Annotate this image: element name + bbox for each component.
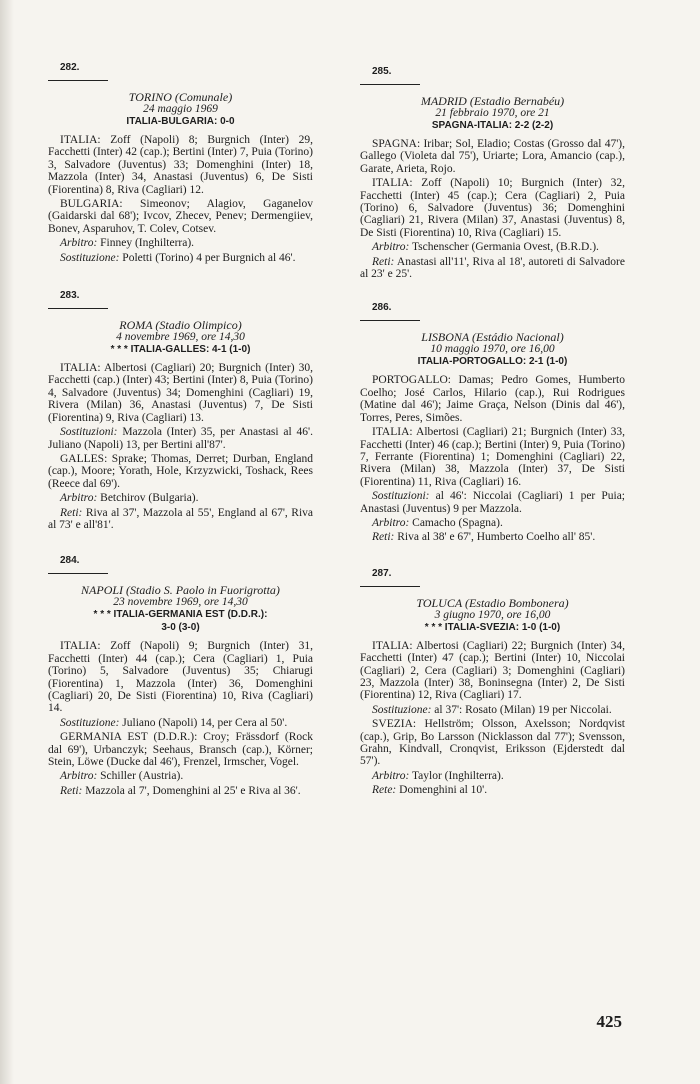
goals-line [48, 507, 313, 532]
separator-rule [360, 586, 420, 587]
referee-line [48, 770, 313, 782]
referee-label: Arbitro: [60, 237, 98, 250]
substitution-text: Juliano (Napoli) 14, per Cera al 50'. [119, 716, 288, 729]
match-venue: LISBONA (Estádio Nacional) [421, 330, 564, 345]
goals-label: Reti: [60, 784, 83, 797]
match-venue: ROMA (Stadio Olimpico) [119, 318, 242, 333]
match-284 [48, 555, 313, 797]
referee-line [48, 492, 313, 504]
match-result: ITALIA-PORTOGALLO: 2-1 (1-0) [417, 356, 568, 368]
lineup-paragraph: ITALIA: Albertosi (Cagliari) 22; Burgnich (Inter) 34, Facchetti (Inter) 47 (cap.); Bertini (Inter) 10, Niccolai (Cagliari) 2, Cera (Cagliari) 3; Domenghini (Cagliari) 23, Mazzola (Inter) 38, Boninsegna (Inter) 2, De Sisti (Fiorentina) 12, Riva (Cagliari) 17. [360, 639, 625, 702]
match-venue: MADRID (Estadio Bernabéu) [420, 94, 565, 108]
substitution-text: al 46': Niccolai (Cagliari) 1 per Puia; Anastasi (Juventus) 9 per Mazzola. [360, 490, 625, 515]
lineup-paragraph: ITALIA: Albertosi (Cagliari) 20; Burgnich (Inter) 30, Facchetti (cap.) (Inter) 43; Bertini (Inter) 8, Puia (Torino) 4, Salvadore (Juventus) 34; Domenghini (Cagliari) 19, Rivera (Milan) 36, Anastasi (Juventus) 7, De Sisti (Fiorentina) 9, Riva (Cagliari) 13. [48, 362, 313, 424]
match-number: 284. [60, 555, 80, 567]
lineup-paragraph: ITALIA: Zoff (Napoli) 8; Burgnich (Inter) 29, Facchetti (Inter) 42 (cap.); Bertini (Inter) 7, Puia (Torino) 3, Salvadore (Juventus) 33; Domenghini (Inter) 18, Mazzola (Inter) 34, Anastasi (Juventus) 6, De Sisti (Fiorentina) 8, Riva (Cagliari) 12. [48, 134, 313, 196]
goals-line [360, 531, 625, 543]
left-column [48, 62, 313, 817]
match-date: 10 maggio 1970, ore 16,00 [430, 343, 555, 356]
lineup-paragraph: SPAGNA: Iribar; Sol, Eladio; Costas (Grosso dal 47'), Gallego (Violeta dal 75'), Uriarte; Lora, Amancio (cap.), Garate, Arieta, Rojo. [360, 138, 625, 175]
match-result: ITALIA-BULGARIA: 0-0 [126, 116, 235, 127]
referee-label: Arbitro: [60, 770, 98, 783]
page-spine-shadow [0, 0, 14, 1084]
lineup-paragraph: ITALIA: Albertosi (Cagliari) 21; Burgnich (Inter) 33, Facchetti (Inter) 46 (cap.); Bertini (Inter) 9, Puia (Torino) 7, Ferrante (Fiorentina) 1; Domenghini (Cagliari) 22, Rivera (Milan) 38, Mazzola (Inter) 37, De Sisti (Fiorentina) 11, Riva (Cagliari) 16. [360, 426, 625, 488]
match-number: 283. [60, 290, 80, 302]
match-282 [48, 62, 313, 264]
lineup-paragraph: PORTOGALLO: Damas; Pedro Gomes, Humberto Coelho; José Carlos, Hilario (cap.), Rui Rodrigues (Matine dal 46'); Jaime Graça, Nelson (Dinis dal 46'), Torres, Peres, Simões. [360, 374, 625, 424]
match-date: 4 novembre 1969, ore 14,30 [116, 331, 245, 344]
referee-text: Finney (Inghilterra). [97, 237, 195, 250]
substitution-text: al 37': Rosato (Milan) 19 per Niccolai. [431, 703, 612, 716]
match-date: 3 giugno 1970, ore 16,00 [434, 608, 551, 621]
match-result: * * * ITALIA-GERMANIA EST (D.D.R.): [93, 609, 268, 621]
match-date: 24 maggio 1969 [143, 103, 218, 115]
substitution-line [48, 252, 313, 264]
substitution-text: Mazzola (Inter) 35, per Anastasi al 46'. Juliano (Napoli) 13, per Bertini all'87'. [48, 426, 313, 451]
match-285 [360, 66, 625, 280]
separator-rule [360, 84, 420, 85]
referee-line [360, 241, 625, 253]
referee-text: Taylor (Inghilterra). [409, 769, 504, 782]
goals-label: Reti: [60, 506, 83, 519]
match-number: 285. [372, 66, 392, 77]
match-286 [360, 302, 625, 543]
match-number: 287. [372, 567, 392, 579]
goals-text: Riva al 38' e 67', Humberto Coelho all' 85'. [394, 531, 596, 544]
match-result: * * * ITALIA-GALLES: 4-1 (1-0) [110, 344, 251, 356]
match-result: SPAGNA-ITALIA: 2-2 (2-2) [431, 120, 554, 131]
lineup-paragraph: ITALIA: Zoff (Napoli) 9; Burgnich (Inter) 31, Facchetti (Inter) 44 (cap.); Cera (Cagliari) 1, Puia (Torino) 5, Salvadore (Juventus) 35; Chiarugi (Fiorentina) 1, Mazzola (Inter) 36, Domenghini (Cagliari) 20, De Sisti (Fiorentina) 10, Riva (Cagliari) 14. [48, 640, 313, 715]
referee-line [48, 237, 313, 249]
match-venue: NAPOLI (Stadio S. Paolo in Fuorigrotta) [81, 583, 280, 598]
separator-rule [48, 308, 108, 309]
goals-text: Mazzola al 7', Domenghini al 25' e Riva al 36'. [82, 784, 301, 797]
substitution-line [48, 717, 313, 729]
referee-label: Arbitro: [372, 769, 410, 782]
match-date: 23 novembre 1969, ore 14,30 [113, 596, 248, 609]
lineup-paragraph: SVEZIA: Hellström; Olsson, Axelsson; Nordqvist (cap.), Grip, Bo Larsson (Nicklasson dal 77'); Svensson, Grahn, Kindvall, Cronqvist, Eriksson (Ejderstedt dal 57'). [360, 718, 625, 768]
match-score: 3-0 (3-0) [161, 622, 200, 634]
referee-line [360, 770, 625, 782]
separator-rule [360, 320, 420, 321]
page-number: 425 [596, 1012, 622, 1031]
referee-text: Camacho (Spagna). [409, 516, 503, 529]
match-number: 282. [60, 62, 80, 73]
goals-label: Rete: [372, 784, 397, 797]
substitution-text: Poletti (Torino) 4 per Burgnich al 46'. [119, 251, 296, 264]
match-287 [360, 568, 625, 797]
goals-label: Reti: [372, 255, 395, 268]
referee-text: Tschenscher (Germania Ovest, (B.R.D.). [409, 241, 599, 254]
goals-text: Domenghini al 10'. [396, 784, 488, 797]
lineup-paragraph: BULGARIA: Simeonov; Alagiov, Gaganelov (Gaidarski dal 68'); Ivcov, Zhecev, Penev; Dermengiiev, Bonev, Asparuhov, T. Colev, Cotsev. [48, 198, 313, 235]
match-venue: TORINO (Comunale) [128, 90, 233, 104]
goals-label: Reti: [372, 531, 395, 544]
substitution-line [48, 426, 313, 451]
substitution-line [360, 490, 625, 515]
goals-text: Anastasi all'11', Riva al 18', autoreti di Salvadore al 23' e 25'. [360, 255, 625, 281]
substitution-label: Sostituzioni: [372, 490, 430, 503]
referee-text: Betchirov (Bulgaria). [97, 492, 199, 505]
goals-line [360, 784, 625, 796]
separator-rule [48, 573, 108, 574]
match-result: * * * ITALIA-SVEZIA: 1-0 (1-0) [424, 621, 561, 633]
referee-label: Arbitro: [372, 516, 410, 529]
match-number: 286. [372, 302, 392, 314]
goals-text: Riva al 37', Mazzola al 55', England al 67', Riva al 73' e all'81'. [48, 506, 313, 531]
match-date: 21 febbraio 1970, ore 21 [435, 107, 550, 119]
referee-label: Arbitro: [372, 241, 410, 254]
lineup-paragraph: GERMANIA EST (D.D.R.): Croy; Frässdorf (Rock dal 69'), Urbanczyk; Seehaus, Bransch (cap.), Körner; Stein, Löwe (Ducke dal 46'), Frenzel, Irmscher, Vogel. [48, 731, 313, 768]
substitution-line [360, 704, 625, 716]
substitution-label: Sostituzione: [60, 716, 120, 729]
separator-rule [48, 80, 108, 81]
lineup-paragraph: GALLES: Sprake; Thomas, Derret; Durban, England (cap.), Moore; Yorath, Hole, Krzyzwicki, Toshack, Rees (Reece dal 69'). [48, 452, 313, 490]
referee-label: Arbitro: [60, 492, 98, 505]
substitution-label: Sostituzione: [60, 251, 120, 264]
substitution-label: Sostituzione: [372, 703, 432, 716]
referee-line [360, 517, 625, 529]
match-venue: TOLUCA (Estadio Bombonera) [416, 595, 569, 610]
referee-text: Schiller (Austria). [97, 770, 184, 783]
match-283 [48, 290, 313, 531]
substitution-label: Sostituzioni: [60, 426, 118, 439]
goals-line [48, 785, 313, 797]
lineup-paragraph: ITALIA: Zoff (Napoli) 10; Burgnich (Inter) 32, Facchetti (Inter) 45 (cap.); Cera (Cagliari) 2, Puia (Torino) 6, Salvadore (Juventus) 36; Domenghini (Cagliari) 21, Rivera (Milan) 37, Anastasi (Juventus) 8, De Sisti (Fiorentina) 10, Riva (Cagliari) 15. [360, 177, 625, 239]
goals-line [360, 256, 625, 281]
right-column [360, 66, 625, 817]
